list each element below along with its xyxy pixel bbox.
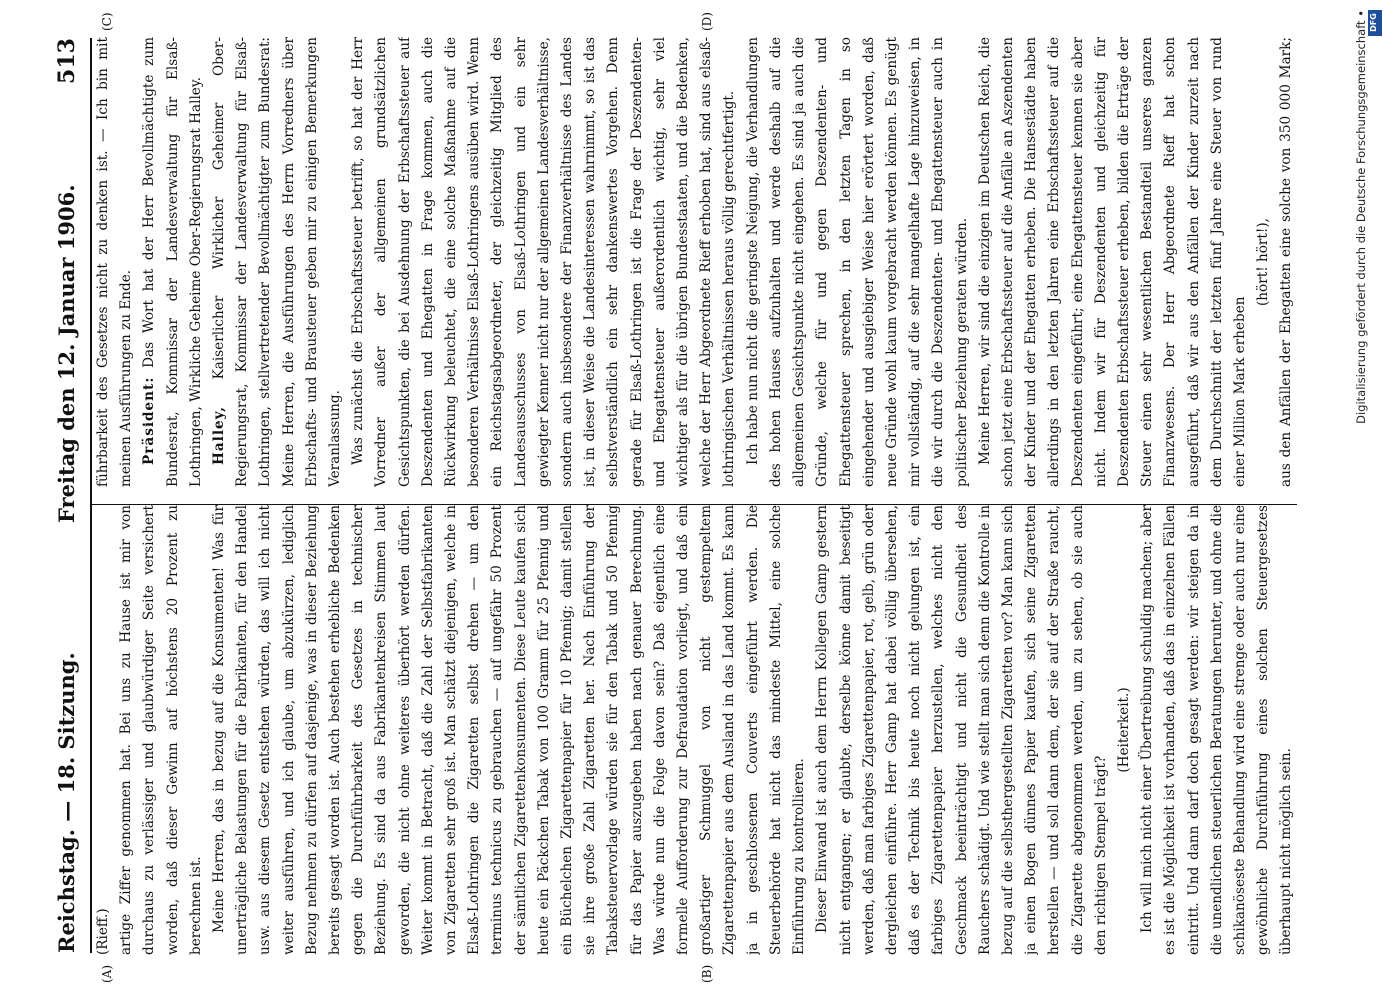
paragraph: Ich habe nun nicht die geringste Neigung, die Verhandlungen des hohen Hauses aufzuhalten und werde deshalb auf die allgemeinen Gesichtspunkte nicht eingehen. Es sind ja auch die Gründe, welche für und gegen Deszendenten- und Ehegattensteuer sprechen, in den letzten Tagen in so eingehender und ausgiebiger Weise hier erörtert worden, daß neue Gründe wohl kaum vorgebracht werden können. Es genügt mir vollständig, auf die sehr mangelhafte Lage hinzuweisen, in die wir durch die Deszendenten- und Ehegattensteuer auch in politischer Beziehung geraten würden. bbox=[744, 37, 970, 487]
speaker-note: (Rieff.) bbox=[95, 908, 111, 955]
credit-text: Digitalisierung gefördert durch die Deutsche Forschungsgemeinschaft • bbox=[1354, 10, 1368, 424]
column-divider bbox=[92, 504, 1297, 505]
margin-marker-a: (A) bbox=[100, 964, 114, 983]
paragraph: Dieser Einwand ist auch dem Herrn Kollegen Gamp gestern nicht entgangen; er glaubte, derselbe könne damit beseitigt werden, daß man farbiges Zigarettenpapier, rot, gelb, grün oder dergleichen einführe. Herr Gamp hat dabei völlig übersehen, daß es der Technik bis heute noch nicht gelungen ist, ein farbiges Zigarettenpapier herzustellen, welches nicht den Geschmack beeinträchtigt und nicht die Gesundheit des Rauchers schädigt. Und wie stellt man sich denn die Kontrolle in bezug auf die selbsthergestellten Zigaretten vor? Man kann sich ja einen Bogen dünnes Papier kaufen, sich seine Zigaretten herstellen — und soll dann dem, der sie auf der Straße raucht, die Zigarette abgenommen werden, um zu sehen, ob sie auch den richtigen Stempel trägt? bbox=[814, 505, 1109, 955]
digitization-credit bbox=[1348, 10, 1374, 970]
interjection: (hört! hört!), bbox=[1255, 218, 1272, 306]
header-date: Freitag den 12. Januar 1906. bbox=[54, 184, 79, 523]
paragraph: Meine Herren, das in bezug auf die Konsumenten! Was für unerträgliche Belastungen für die Fabrikanten, für den Handel usw. aus diesem Gesetz entstehen würden, das will ich nicht weiter ausführen, und ich glaube, um abzukürzen, lediglich Bezug nehmen zu dürfen auf dasjenige, was in dieser Beziehung bereits gesagt worden ist. Auch bestehen erhebliche Bedenken gegen die Durchführbarkeit des Gesetzes in technischer Beziehung. Es sind da aus Fabrikantenkreisen Stimmen laut geworden, die nicht ohne weiteres überhört werden dürfen. Weiter kommt in Betracht, daß die Zahl der Selbstfabrikanten von Zigaretten sehr groß ist. Man schätzt diejenigen, welche in Elsaß-Lothringen die Zigaretten selbst drehen — um den terminus technicus zu gebrauchen — auf ungefähr 50 Prozent der sämtlichen Zigarettenkonsumenten. Diese Leute kaufen sich heute ein Päckchen Tabak von 100 Gramm für 25 Pfennig und ein Büchelchen Zigarettenpapier für 10 Pfennig; damit stellen sie ihre große Zahl Zigaretten her. Nach Einführung der Tabaksteuervorlage würden sie für den Tabak und 50 Pfennig für das Papier auszugeben haben nach genauer Berechnung. Was würde nun die Folge davon sein? Daß eigentlich eine formelle Aufforderung zur Defraudation vorliegt, und daß ein großartiger Schmuggel von nicht gestempeltem Zigarettenpapier aus dem Ausland in das Land kommt. Es kann ja in geschlossenen Couverts eingeführt werden. Die Steuerbehörde hat nicht das mindeste Mittel, eine solche Einführung zu kontrollieren. bbox=[211, 505, 808, 955]
page-header bbox=[40, 38, 92, 953]
page-number: 513 bbox=[54, 38, 80, 84]
margin-marker-c: (C) bbox=[100, 12, 114, 31]
speaker-name: Halley, bbox=[211, 406, 228, 465]
right-column bbox=[92, 37, 1302, 487]
paragraph: artige Ziffer genommen hat. Bei uns zu Hause ist mir von durchaus zu verlässiger und glaubwürdiger Seite versichert worden, daß dieser Gewinn auf höchstens 20 Prozent zu berechnen ist. bbox=[118, 505, 204, 955]
president-label: Präsident: bbox=[141, 376, 158, 465]
dfg-logo bbox=[1368, 10, 1382, 36]
margin-marker-d: (D) bbox=[700, 12, 714, 31]
paragraph: Was zunächst die Erbschaftssteuer betrifft, so hat der Herr Vorredner außer der allgemeinen grundsätzlichen Gesichtspunkten, die bei Ausdehnung der Erbschaftssteuer auf Deszendenten und Ehegatten in Frage kommen, auch die Rückwirkung beleuchtet, die eine solche Maßnahme auf die besonderen Verhältnisse Elsaß-Lothringens ausüben wird. Wenn ein Reichstagsabgeordneter, der gleichzeitig Mitglied des Landesausschusses von Elsaß-Lothringen und ein sehr gewiegter Kenner nicht nur der allgemeinen Landesverhältnisse, sondern auch insbesondere der Finanzverhältnisse des Landes ist, in dieser Weise die Landesinteressen wahrnimmt, so ist das selbstverständlich ein sehr dankenswertes Vorgehen. Denn gerade für Elsaß-Lothringen ist die Frage der Deszendenten- und Ehegattensteuer außerordentlich wichtig, sehr viel wichtiger als für die übrigen Bundesstaaten, und die Bedenken, welche der Herr Abgeordnete Rieff erhoben hat, sind aus elsaß-lothringischen Verhältnissen heraus völlig gerechtfertigt. bbox=[350, 37, 738, 487]
paragraph: führbarkeit des Gesetzes nicht zu denken ist. — Ich bin mit meinen Ausführungen zu Ende. bbox=[95, 37, 135, 487]
paragraph: aus den Anfällen der Ehegatten eine solche von 350 000 Mark; bbox=[1278, 37, 1295, 487]
paragraph: Kaiserlicher Wirklicher Geheimer Ober-Regierungsrat, Kommissar der Landesverwaltung für Elsaß-Lothringen, stellvertretender Bevollmächtigter zum Bundesrat: Meine Herren, die Ausführungen des Herrn Vorredners über Erbschafts- und Brausteuer geben mir zu einigen Bemerkungen Veranlassung. bbox=[211, 37, 344, 487]
paragraph: Das Wort hat der Herr Bevollmächtigte zum Bundesrat, Kommissar der Landesverwaltung für Elsaß-Lothringen, Wirkliche Geheime Ober-Regierungsrat Halley. bbox=[141, 37, 204, 487]
header-session: Reichstag. — 18. Sitzung. bbox=[54, 652, 79, 953]
margin-marker-b: (B) bbox=[700, 964, 714, 983]
paragraph bbox=[1299, 505, 1302, 955]
dfg-logo-text: DFG bbox=[1368, 13, 1378, 32]
left-column bbox=[92, 505, 1302, 955]
rotated-page bbox=[40, 12, 1305, 983]
paragraph: Meine Herren, wir sind die einzigen im Deutschen Reich, die schon jetzt eine Erbschaftssteuer auf die Anfälle an Aszendenten der Kinder und der Ehegatten erheben. Die Hansestädte haben allerdings in den letzten Jahren eine Erbschaftssteuer auf die Deszendenten eingeführt; eine Ehegattensteuer kennen sie aber nicht. Indem wir für Deszendenten und gleichzeitig für Deszendenten Erbschaftssteuer erheben, bilden die Erträge der Steuer einen sehr wesentlichen Bestandteil unseres ganzen Finanzwesens. Der Herr Abgeordnete Rieff hat schon ausgeführt, daß wir aus den Anfällen der Kinder zurzeit nach dem Durchschnitt der letzten fünf Jahre eine Steuer von rund einer Million Mark erheben bbox=[976, 37, 1248, 487]
interjection: (Heiterkeit.) bbox=[1115, 687, 1132, 773]
paragraph: Ich will mich nicht einer Übertreibung schuldig machen; aber es ist die Möglichkeit ist vorhanden, daß das in einzelnen Fällen eintritt. Und dann darf doch gesagt werden: wir steigen da in die unendlichen steuerlichen Beratungen herunter, und ohne die schikanöseste Behandlung wird eine strenge oder auch nur eine gewöhnliche Durchführung eines solchen Steuergesetzes überhaupt nicht möglich sein. bbox=[1139, 505, 1295, 955]
